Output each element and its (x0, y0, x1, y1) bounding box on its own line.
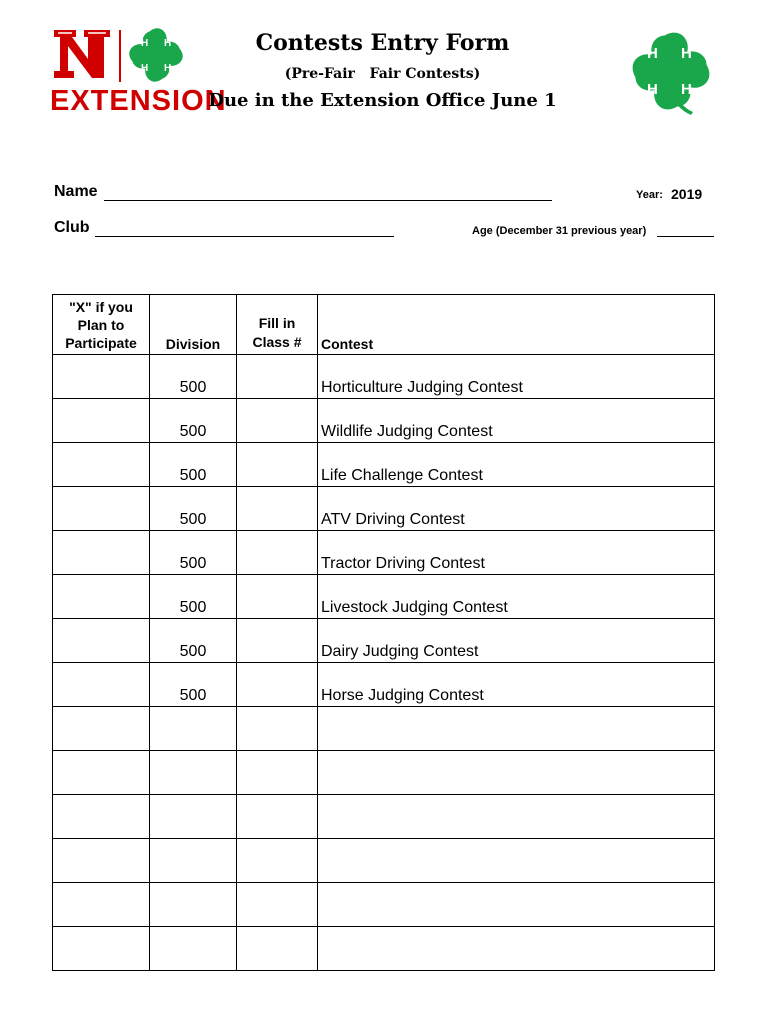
svg-text:H: H (164, 38, 172, 49)
table-row (53, 355, 715, 399)
division-cell: 500 (150, 487, 237, 531)
svg-text:H: H (141, 38, 149, 49)
participate-header (53, 295, 150, 355)
table-row (53, 531, 715, 575)
contest-header: Contest (318, 295, 715, 355)
svg-text:H: H (681, 81, 692, 98)
division-cell (150, 883, 237, 927)
year-label: Year: (636, 189, 663, 201)
contest-cell (318, 795, 715, 839)
age-field[interactable] (657, 236, 714, 237)
four-h-clover-icon (128, 28, 186, 84)
table-row (53, 619, 715, 663)
nebraska-n-logo (52, 28, 112, 80)
table-row (53, 443, 715, 487)
division-cell: 500 (150, 399, 237, 443)
class-number-cell[interactable] (237, 575, 318, 619)
four-h-clover-icon (627, 28, 715, 118)
contest-cell (318, 839, 715, 883)
name-label: Name (54, 183, 98, 200)
table-row (53, 575, 715, 619)
participate-cell[interactable] (53, 707, 150, 751)
class-number-cell[interactable] (237, 883, 318, 927)
class-number-cell[interactable] (237, 531, 318, 575)
due-date-line: Due in the Extension Office June 1 (208, 90, 557, 111)
class-number-cell[interactable] (237, 707, 318, 751)
division-cell (150, 927, 237, 971)
age-label: Age (December 31 previous year) (472, 225, 647, 237)
form-title: Contests Entry Form (255, 30, 510, 56)
participate-header-line: Participate (65, 335, 137, 351)
class-number-cell[interactable] (237, 751, 318, 795)
table-row (53, 399, 715, 443)
division-header: Division (150, 295, 237, 355)
class-number-cell[interactable] (237, 443, 318, 487)
participate-cell[interactable] (53, 663, 150, 707)
class-number-cell[interactable] (237, 927, 318, 971)
division-cell: 500 (150, 531, 237, 575)
class-number-cell[interactable] (237, 619, 318, 663)
class-number-cell[interactable] (237, 487, 318, 531)
contest-cell: Horse Judging Contest (318, 663, 715, 707)
division-cell (150, 707, 237, 751)
division-cell (150, 839, 237, 883)
participate-cell[interactable] (53, 619, 150, 663)
table-row (53, 883, 715, 927)
svg-text:H: H (681, 45, 692, 62)
division-cell: 500 (150, 575, 237, 619)
table-row (53, 707, 715, 751)
division-cell (150, 795, 237, 839)
participate-cell[interactable] (53, 443, 150, 487)
contest-cell (318, 707, 715, 751)
class-number-cell[interactable] (237, 355, 318, 399)
contest-cell (318, 927, 715, 971)
contest-cell: Wildlife Judging Contest (318, 399, 715, 443)
svg-text:H: H (164, 63, 172, 74)
table-row (53, 751, 715, 795)
participate-cell[interactable] (53, 751, 150, 795)
participate-cell[interactable] (53, 399, 150, 443)
participate-cell[interactable] (53, 839, 150, 883)
contest-cell: Life Challenge Contest (318, 443, 715, 487)
class-header (237, 295, 318, 355)
form-subtitle: (Pre-Fair Fair Contests) (284, 66, 481, 82)
club-label: Club (54, 219, 90, 236)
division-cell: 500 (150, 443, 237, 487)
name-field[interactable] (104, 200, 552, 201)
extension-logo-text: EXTENSION (50, 85, 227, 117)
svg-text:H: H (141, 63, 149, 74)
participate-cell[interactable] (53, 883, 150, 927)
year-value: 2019 (671, 186, 703, 202)
participate-cell[interactable] (53, 927, 150, 971)
contest-cell: Dairy Judging Contest (318, 619, 715, 663)
class-number-cell[interactable] (237, 795, 318, 839)
contest-table (52, 294, 715, 971)
club-field[interactable] (95, 236, 394, 237)
table-row (53, 927, 715, 971)
contest-cell: Horticulture Judging Contest (318, 355, 715, 399)
class-header-line: Fill in (258, 315, 296, 331)
contest-cell: ATV Driving Contest (318, 487, 715, 531)
table-row (53, 795, 715, 839)
division-cell (150, 751, 237, 795)
svg-text:H: H (647, 45, 658, 62)
participate-cell[interactable] (53, 487, 150, 531)
class-number-cell[interactable] (237, 399, 318, 443)
contest-cell (318, 883, 715, 927)
division-cell: 500 (150, 355, 237, 399)
contest-cell (318, 751, 715, 795)
participate-cell[interactable] (53, 795, 150, 839)
participate-cell[interactable] (53, 531, 150, 575)
class-number-cell[interactable] (237, 663, 318, 707)
participate-cell[interactable] (53, 355, 150, 399)
participate-cell[interactable] (53, 575, 150, 619)
division-cell: 500 (150, 663, 237, 707)
table-row (53, 663, 715, 707)
table-row (53, 839, 715, 883)
contest-cell: Tractor Driving Contest (318, 531, 715, 575)
contest-cell: Livestock Judging Contest (318, 575, 715, 619)
participate-header-line: Plan to (77, 317, 125, 333)
participate-header-line: "X" if you (69, 299, 133, 315)
division-cell: 500 (150, 619, 237, 663)
table-row (53, 487, 715, 531)
class-header-line: Class # (252, 334, 302, 350)
class-number-cell[interactable] (237, 839, 318, 883)
svg-text:H: H (647, 81, 658, 98)
logo-divider (119, 30, 121, 82)
